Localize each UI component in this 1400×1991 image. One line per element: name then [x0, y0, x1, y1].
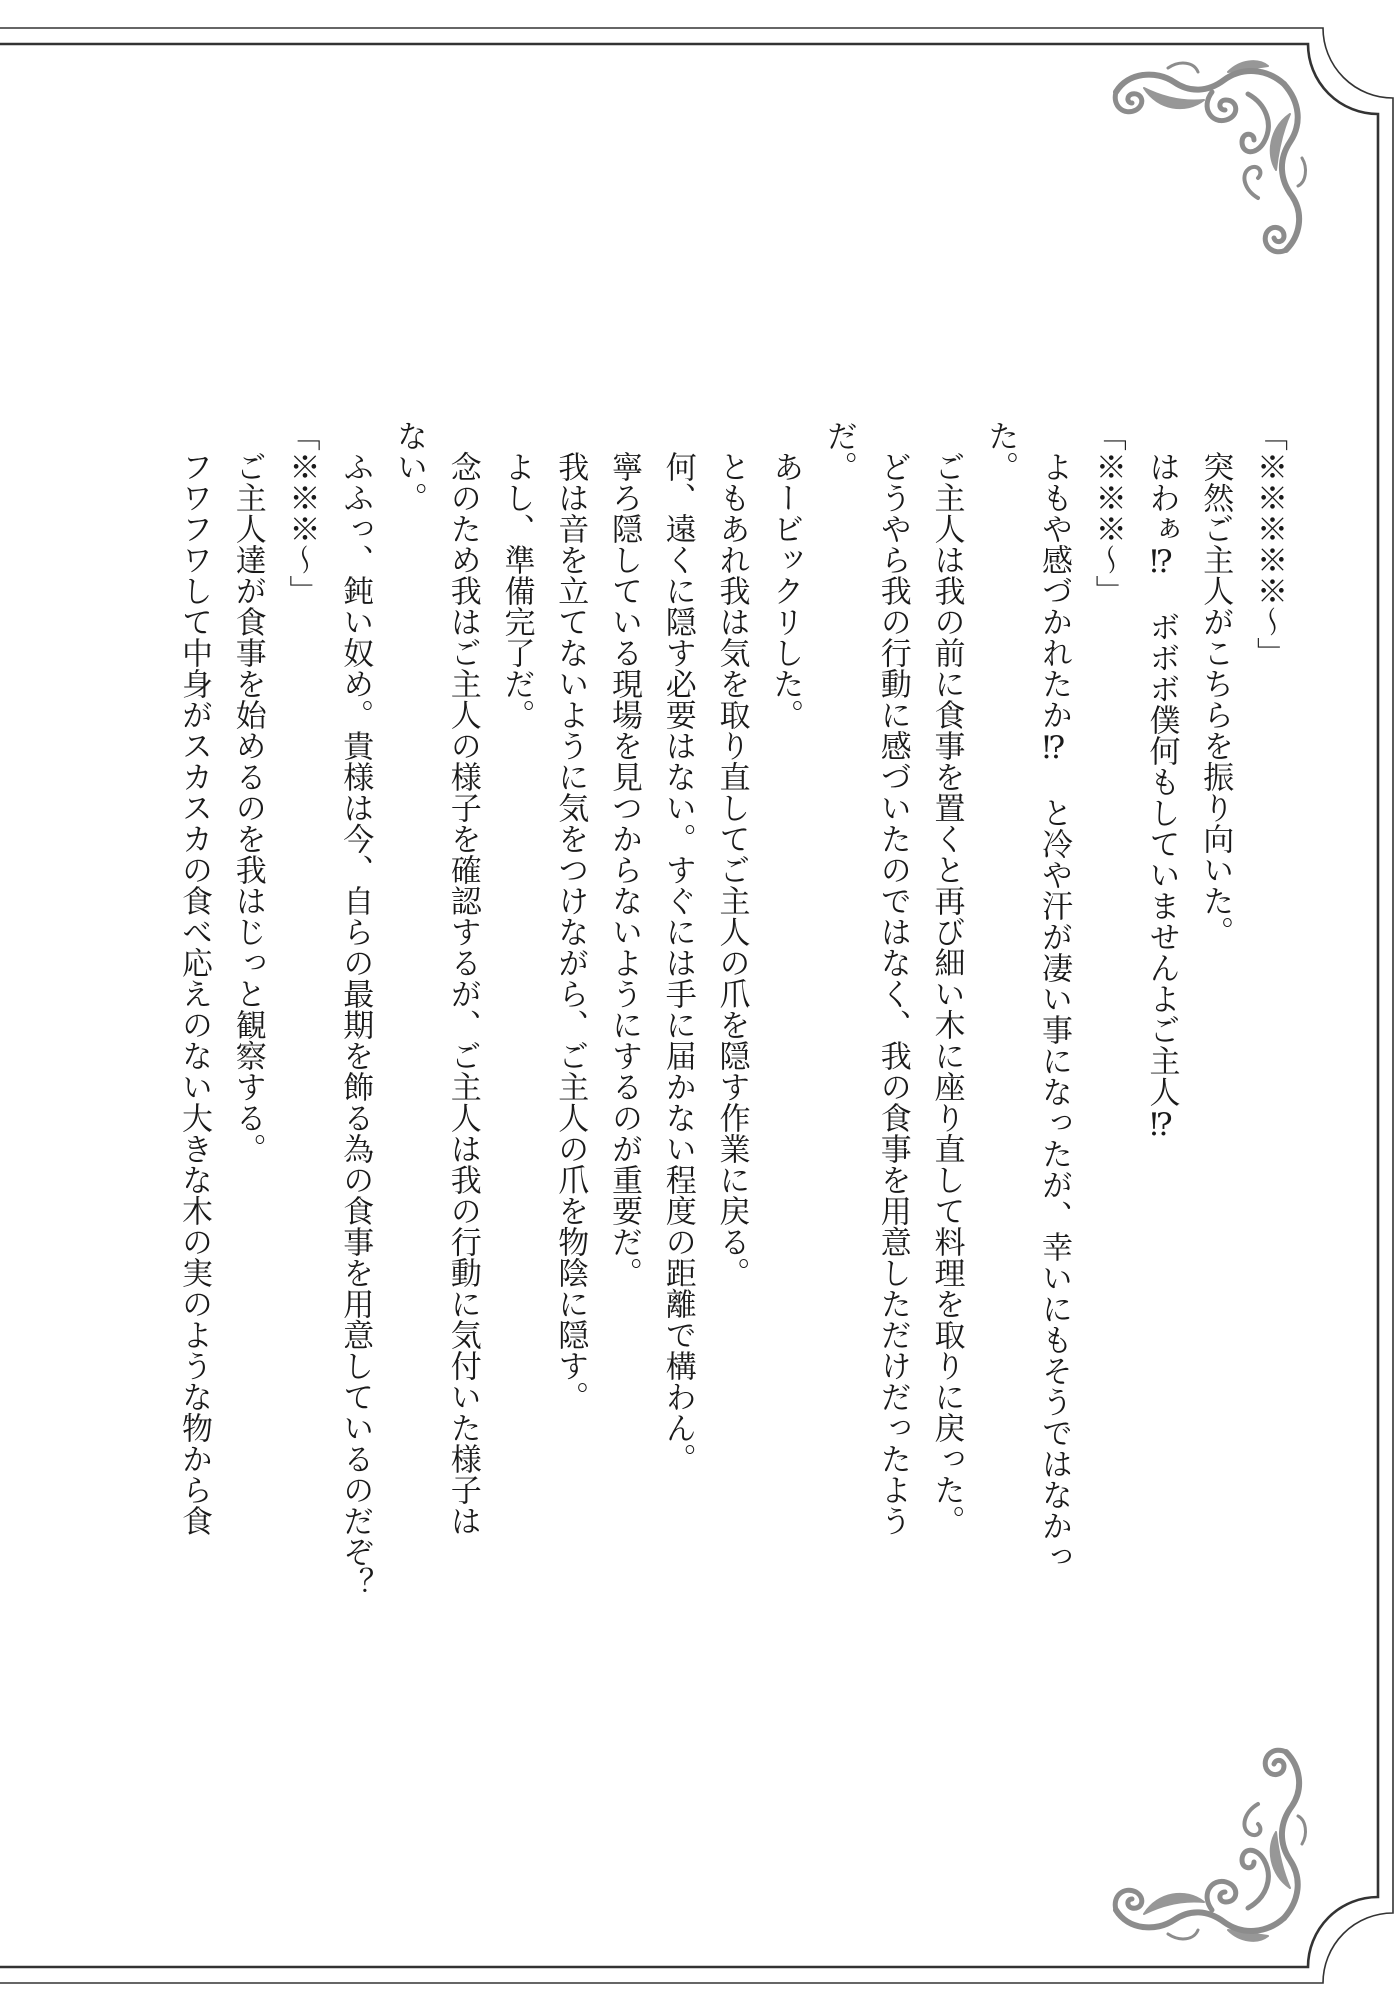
- text-line: 「※※※〜」: [283, 420, 320, 606]
- narration-paragraph: [220, 420, 274, 1660]
- narration-paragraph: [758, 420, 812, 1660]
- text-line: 「※※※〜」: [1089, 420, 1126, 606]
- narration-paragraph: [919, 420, 973, 1660]
- text-line: どうやら我の行動に感づいたのではなく、我の食事を用意しただけだったよう: [874, 451, 911, 1536]
- text-line: 突然ご主人がこちらを振り向いた。: [1197, 451, 1234, 947]
- narration-paragraph: [973, 420, 1081, 1660]
- narration-paragraph: [543, 420, 597, 1660]
- text-line: はわぁ⁉ ボボボ僕何もしていませんよご主人⁉: [1143, 451, 1180, 1143]
- text-line: フワフワして中身がスカスカの食べ応えのない大きな木の実のような物から食: [176, 451, 212, 1536]
- dialogue-paragraph: [1080, 420, 1134, 1660]
- text-line: 念のため我はご主人の様子を確認するが、ご主人は我の行動に気付いた様子は: [444, 451, 481, 1536]
- narration-paragraph: [650, 420, 704, 1660]
- text-line: ふふっ、鈍い奴め。貴様は今、自らの最期を飾る為の食事を用意しているのだぞ？: [337, 451, 374, 1598]
- narration-paragraph: [381, 420, 489, 1660]
- narration-paragraph: [1134, 420, 1188, 1660]
- narration-paragraph: [596, 420, 650, 1660]
- narration-paragraph: [166, 420, 220, 1660]
- text-line: 寧ろ隠している現場を見つからないようにするのが重要だ。: [606, 451, 642, 1288]
- text-line: よもや感づかれたか⁉ と冷や汗が凄い事になったが、幸いにもそうではなかっ: [1036, 451, 1072, 1572]
- floral-scroll-corner-icon: [1115, 1750, 1305, 1941]
- text-line: ご主人は我の前に食事を置くと再び細い木に座り直して料理を取りに戻った。: [928, 451, 965, 1536]
- narration-paragraph: [1188, 420, 1242, 1660]
- narration-paragraph: [489, 420, 543, 1660]
- text-line: よし、準備完了だ。: [498, 451, 535, 730]
- body-text: [166, 420, 1295, 1660]
- narration-paragraph: [328, 420, 382, 1660]
- narration-paragraph: [704, 420, 758, 1660]
- text-line: 何、遠くに隠す必要はない。すぐには手に届かない程度の距離で構わん。: [659, 451, 696, 1474]
- dialogue-paragraph: [1241, 420, 1295, 1660]
- text-line: 「※※※※※〜」: [1251, 420, 1287, 668]
- floral-scroll-corner-icon: [1115, 61, 1305, 252]
- text-line: た。: [982, 420, 1019, 482]
- text-line: だ。: [821, 420, 857, 482]
- text-line: ない。: [391, 420, 427, 513]
- text-line: ご主人達が食事を始めるのを我はじっと観察する。: [229, 451, 266, 1164]
- text-line: ともあれ我は気を取り直してご主人の爪を隠す作業に戻る。: [713, 451, 750, 1288]
- text-line: あービックリした。: [767, 451, 804, 730]
- text-line: 我は音を立てないように気をつけながら、ご主人の爪を物陰に隠す。: [552, 451, 589, 1412]
- narration-paragraph: [811, 420, 919, 1660]
- dialogue-paragraph: [274, 420, 328, 1660]
